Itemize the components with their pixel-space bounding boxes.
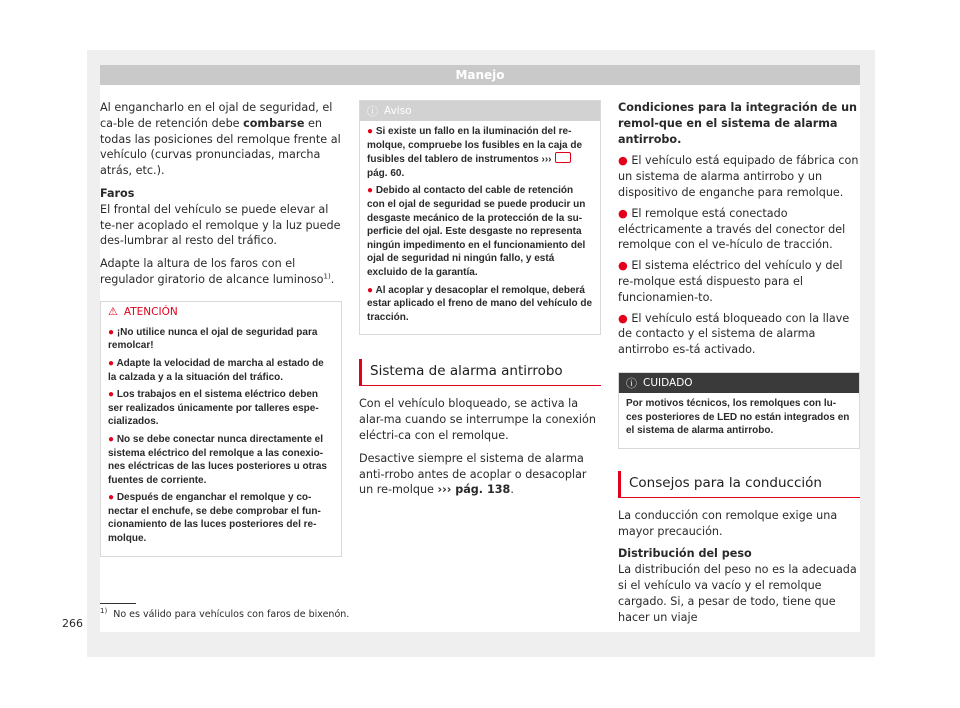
note-title: Aviso: [384, 105, 412, 117]
weight-heading: Distribución del peso: [618, 547, 752, 561]
column-3: [618, 100, 860, 632]
book-icon: [555, 152, 571, 163]
footnote-rule: [100, 603, 136, 604]
column-1: [100, 100, 342, 557]
caution-header: [619, 373, 859, 393]
page-number: 266: [62, 617, 83, 630]
warning-list: [101, 322, 341, 556]
warning-item: ● Adapte la velocidad de marcha al estado de la calzada y a la situación del tráfico.: [108, 357, 324, 383]
paragraph-cable: Al engancharlo en el ojal de seguridad, el ca-ble de retención debe combarse en todas las posiciones del remolque frente al vehículo (curvas pronunciadas, marcha atrás, etc.).: [100, 101, 341, 178]
faros-heading: Faros: [100, 186, 135, 200]
condition-item: ● El vehículo está bloqueado con la llave de contacto y el sistema de alarma antirrobo es-tá activado.: [618, 311, 850, 357]
footnote: $^{1)}$ No es válido para vehículos con faros de bixenón.: [100, 606, 350, 620]
page-ref-link[interactable]: pág. 60: [367, 167, 402, 179]
condition-item: ● El sistema eléctrico del vehículo y del re-molque está dispuesto para el funcionamien-to.: [618, 259, 843, 304]
paragraph-alarm-2: Desactive siempre el sistema de alarma anti-rrobo antes de acoplar o desacoplar un re-molque ››› pág. 138.: [359, 451, 587, 497]
conditions-heading: Condiciones para la integración de un remol-que en el sistema de alarma antirrobo.: [618, 101, 858, 146]
column-2: [359, 100, 601, 505]
warning-item: ● Después de enganchar el remolque y co-nectar el enchufe, se debe comprobar el fun-cionamiento de las luces posteriores del re-molque.: [108, 492, 321, 545]
caution-icon: ⓘ: [626, 376, 637, 390]
caution-text: Por motivos técnicos, los remolques con lu-ces posteriores de LED no están integrados en el sistema de alarma antirrobo.: [626, 397, 850, 437]
note-list: [360, 121, 600, 334]
info-icon: ⓘ: [367, 105, 378, 118]
condition-item: ● El vehículo está equipado de fábrica con un sistema de alarma antirrobo y un dispositivo de enganche para remolque.: [618, 154, 859, 199]
conditions-list: [618, 153, 860, 358]
warning-item: ● No se debe conectar nunca directamente el sistema eléctrico del remolque a las conexio-nes eléctricas de las luces posteriores u otras fuentes de corriente.: [108, 433, 327, 486]
note-item: ● Al acoplar y desacoplar el remolque, deberá estar aplicado el freno de mano del vehículo de tracción.: [367, 284, 593, 323]
warning-title: ATENCIÓN: [123, 305, 178, 318]
paragraph-weight: La distribución del peso no es la adecuada si el vehículo va vacío y el remolque cargado. Si, a pesar de todo, tiene que hacer un viaje: [618, 563, 857, 624]
warning-item: ● Los trabajos en el sistema eléctrico deben ser realizados únicamente por talleres espe-cializados.: [108, 389, 319, 428]
note-box: [359, 100, 601, 335]
section-title-alarm: Sistema de alarma antirrobo: [359, 359, 601, 386]
paragraph-alarm-1: Con el vehículo bloqueado, se activa la alar-ma cuando se interrumpe la conexión eléctri-ca con el remolque.: [359, 397, 596, 442]
note-item: ● Si existe un fallo en la iluminación del re-molque, compruebe los fusibles en la caja de fusibles del tablero de instrumentos ›››pág. 60.: [367, 126, 583, 179]
note-header: [360, 101, 600, 121]
page-header: Manejo: [100, 65, 860, 85]
caution-box: [618, 372, 860, 449]
note-item: ● Debido al contacto del cable de retención con el ojal de seguridad se puede producir un desgaste mecánico de la protección de la su-perficie del ojal. Este desgaste no representa ningún impedimento en el funcionamiento del ojal de seguridad ni ningún fallo, y está excluido de la garantía.: [367, 185, 586, 278]
warning-item: ● ¡No utilice nunca el ojal de seguridad para remolcar!: [108, 326, 318, 352]
section-title-driving: Consejos para la conducción: [618, 471, 860, 498]
warning-box: [100, 301, 342, 557]
paragraph-driving: La conducción con remolque exige una mayor precaución.: [618, 508, 838, 538]
condition-item: ● El remolque está conectado eléctricamente a través del conector del remolque con el ve-hículo de tracción.: [618, 206, 846, 252]
page-ref-link[interactable]: pág. 138: [451, 483, 511, 497]
paragraph-faros: El frontal del vehículo se puede elevar al te-ner acoplado el remolque y la luz puede des-lumbrar al resto del tráfico.: [100, 202, 341, 248]
warning-header: [101, 302, 341, 322]
caution-title: CUIDADO: [643, 376, 693, 389]
warning-triangle-icon: ⚠: [108, 305, 118, 319]
paragraph-regulador: Adapte la altura de los faros con el regulador giratorio de alcance luminoso$^{1)}$.: [100, 257, 335, 286]
caution-body: [619, 393, 859, 448]
